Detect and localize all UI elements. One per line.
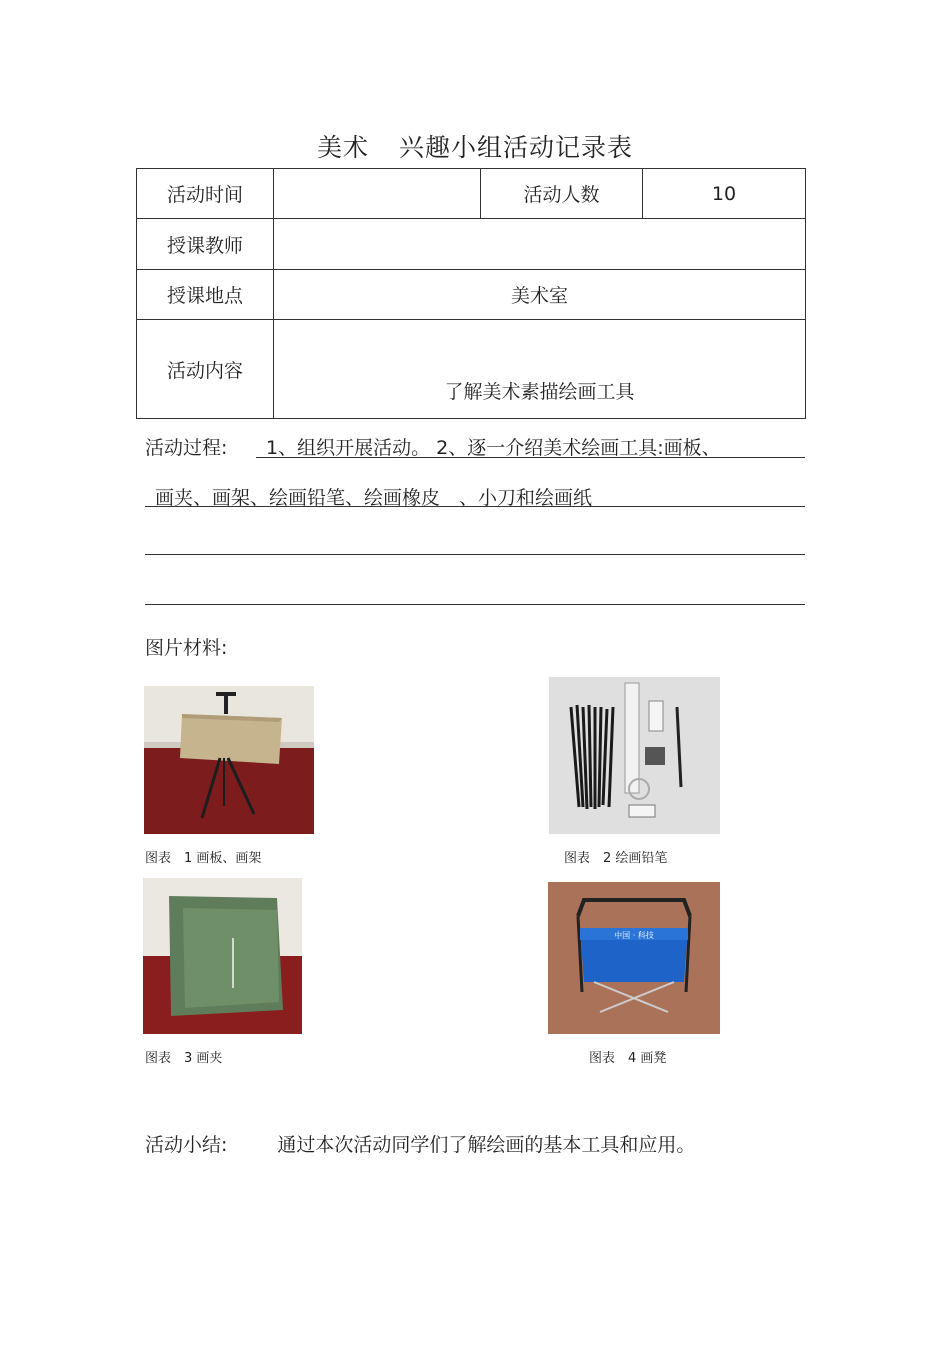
record-table	[136, 168, 806, 419]
process-label: 活动过程:	[145, 437, 228, 459]
caption-2: 图表 2 绘画铅笔	[564, 851, 668, 866]
summary-text: 通过本次活动同学们了解绘画的基本工具和应用。	[277, 1134, 696, 1156]
caption-3: 图表 3 画夹	[145, 1051, 223, 1066]
content-value: 了解美术素描绘画工具	[444, 381, 635, 403]
photo-folder	[143, 878, 302, 1034]
process-line-2: 画夹、画架、绘画铅笔、绘画橡皮 、小刀和绘画纸	[155, 487, 593, 509]
process-line-1: 1、组织开展活动。 2、逐一介绍美术绘画工具:画板、	[266, 437, 721, 459]
underline-2	[145, 506, 805, 507]
title-subject: 美术	[316, 133, 369, 162]
caption-1: 图表 1 画板、画架	[145, 851, 262, 866]
place-value: 美术室	[274, 270, 806, 320]
photo-stool	[548, 882, 720, 1034]
pictures-label: 图片材料:	[145, 637, 228, 659]
photo-pencils	[549, 677, 720, 834]
content-label: 活动内容	[137, 320, 274, 419]
count-value: 10	[643, 169, 806, 219]
time-value	[274, 169, 481, 219]
time-label: 活动时间	[137, 169, 274, 219]
teacher-label: 授课教师	[137, 219, 274, 270]
photo-easel	[144, 686, 314, 834]
caption-4: 图表 4 画凳	[589, 1051, 667, 1066]
title-rest: 兴趣小组活动记录表	[399, 133, 634, 162]
summary-label: 活动小结:	[145, 1134, 228, 1156]
summary	[145, 1130, 695, 1157]
underline-1	[256, 457, 805, 458]
page-title	[0, 128, 950, 164]
content-cell	[274, 320, 806, 419]
underline-4	[145, 604, 805, 605]
underline-3	[145, 554, 805, 555]
teacher-value	[274, 219, 806, 270]
stool-label: 中国 · 科技	[614, 931, 654, 940]
count-label: 活动人数	[481, 169, 643, 219]
place-label: 授课地点	[137, 270, 274, 320]
